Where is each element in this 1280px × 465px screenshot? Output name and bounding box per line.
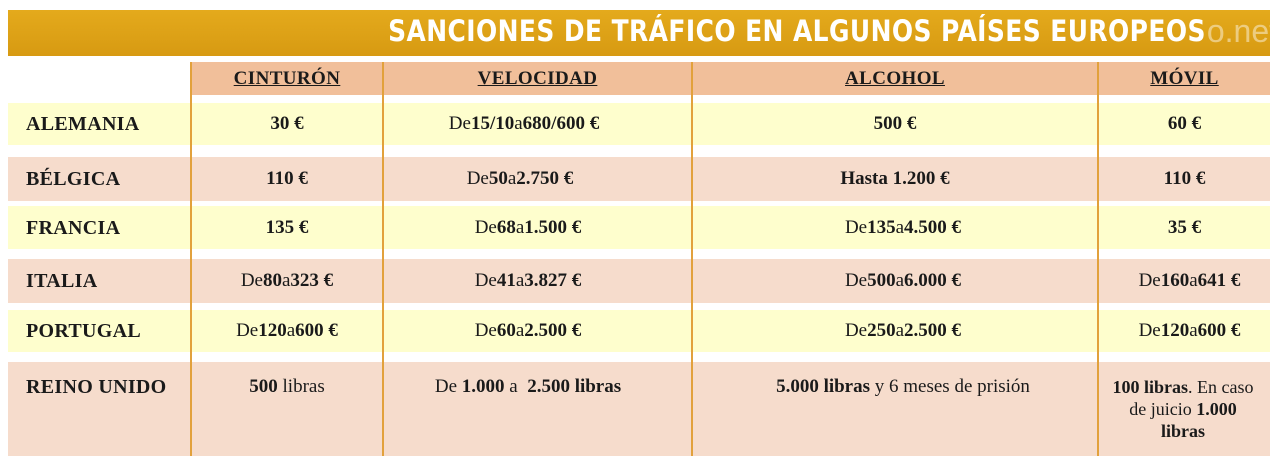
cell-alcohol: De 250 a 2.500 € [844,320,962,341]
cell-cinturon: De 120 a 600 € [236,320,338,341]
cell-movil: 35 € [1167,216,1202,238]
cell-cinturon: 30 € [270,113,304,134]
country-alemania: ALEMANIA [26,113,140,135]
title-banner [8,10,1270,56]
cell-velocidad: De 41 a 3.827 € [474,270,582,291]
cell-cinturon: 135 € [265,216,309,238]
country-italia: ITALIA [26,270,98,292]
cell-alcohol: De 500 a 6.000 € [844,270,962,291]
cell-cinturon: 110 € [266,168,308,189]
watermark: o.net [1206,13,1278,49]
cell-movil: De 120 a 600 € [1138,320,1241,341]
country-belgica: BÉLGICA [26,168,121,190]
cell-velocidad: De 50 a 2.750 € [466,168,574,189]
cell-velocidad: De 68 a 1.500 € [474,216,582,238]
country-portugal: PORTUGAL [26,320,142,342]
column-header-velocidad: VELOCIDAD [477,67,598,89]
page-title: SANCIONES DE TRÁFICO EN ALGUNOS PAÍSES EUROPEOS [388,14,1206,48]
cell-velocidad: De 60 a 2.500 € [474,320,582,341]
cell-movil: 60 € [1167,113,1202,134]
cell-velocidad: De 1.000 a 2.500 libras [434,376,622,397]
column-header-alcohol: ALCOHOL [845,67,945,89]
cell-movil: De 160 a 641 € [1138,270,1241,291]
cell-alcohol: 5.000 libras y 6 meses de prisión [776,376,1030,397]
cell-cinturon: 500 libras [249,376,325,397]
country-francia: FRANCIA [26,216,121,239]
cell-movil: 100 libras. En caso de juicio 1.000 libras [1112,377,1254,441]
cell-alcohol: Hasta 1.200 € [840,168,950,189]
column-header-movil: MÓVIL [1150,67,1219,89]
column-header-cinturon: CINTURÓN [233,67,341,89]
cell-movil: 110 € [1163,168,1206,189]
cell-velocidad: De 15/10 a 680/600 € [448,113,600,134]
country-reino-unido: REINO UNIDO [26,376,167,398]
cell-alcohol: 500 € [873,113,917,134]
cell-alcohol: De 135 a 4.500 € [844,216,962,238]
cell-cinturon: De 80 a 323 € [240,270,334,291]
